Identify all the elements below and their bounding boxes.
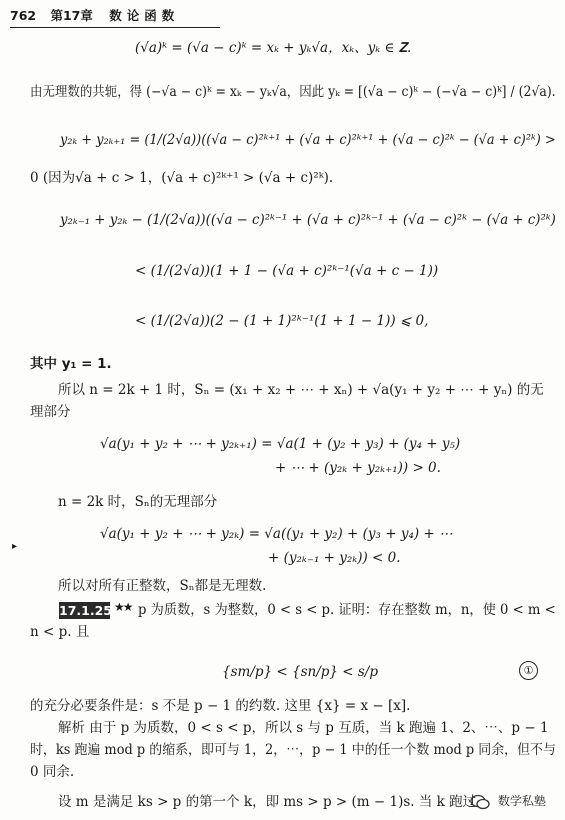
equation-line: {sm/p} < {sn/p} < s/p (222, 664, 378, 680)
chapter-title: 数论函数 (109, 8, 180, 23)
solution-text: 0 同余. (30, 764, 75, 780)
equation-line: + ⋯ + (y₂ₖ + y₂ₖ₊₁)) > 0. (275, 460, 441, 476)
text-line: 由无理数的共轭，得 (−√a − c)ᵏ = xₖ − yₖ√a，因此 yₖ = [(√a − c)ᵏ − (−√a − c)ᵏ] / (2√a). (30, 84, 556, 100)
equation-line: (√a)ᵏ = (√a − c)ᵏ = xₖ + yₖ√a，xₖ、yₖ ∈ 𝐙. (135, 40, 412, 56)
equation-line: + (y₂ₖ₋₁ + y₂ₖ)) < 0. (268, 550, 401, 566)
solution-text: 时，ks 跑遍 mod p 的缩系，即可与 1，2，⋯，p − 1 中的任一个数 mod p 同余，但不与 (30, 742, 556, 758)
difficulty-stars-icon: ★★ (114, 600, 132, 614)
text-line: n = 2k 时，Sₙ的无理部分 (58, 494, 218, 510)
text-line: 0 (因为√a + c > 1，(√a + c)²ᵏ⁺¹ > (√a + c)²ᵏ). (30, 170, 334, 186)
solution-text: 解析 由于 p 为质数，0 < s < p，所以 s 与 p 互质，当 k 跑遍 1、2、⋯、p − 1 (58, 720, 549, 736)
problem-statement: n < p. 且 (30, 624, 90, 640)
page-number: 762 (10, 8, 37, 23)
text-line: 所以 n = 2k + 1 时，Sₙ = (x₁ + x₂ + ⋯ + xₙ) + √a(y₁ + y₂ + ⋯ + yₙ) 的无 (58, 382, 544, 398)
equation-line: < (1/(2√a))(2 − (1 + 1)²ᵏ⁻¹(1 + 1 − 1)) ⩽ 0, (135, 313, 429, 329)
equation-tag: ① (519, 661, 538, 680)
watermark-text: 数学私塾 (497, 794, 546, 808)
text-line: 理部分 (30, 404, 71, 420)
watermark (470, 789, 560, 813)
problem-statement: p 为质数，s 为整数，0 < s < p. 证明：存在整数 m，n，使 0 < m < (138, 602, 556, 618)
running-header (10, 5, 220, 28)
chapter-label: 第17章 (50, 8, 93, 23)
text-line: 其中 y₁ = 1. (30, 356, 112, 372)
problem-number-badge: 17.1.25 (59, 603, 112, 618)
text-line: 所以对所有正整数，Sₙ都是无理数. (58, 578, 267, 594)
equation-line: y₂ₖ + y₂ₖ₊₁ = (1/(2√a))((√a − c)²ᵏ⁺¹ + (√a + c)²ᵏ⁺¹ + (√a − c)²ᵏ − (√a + c)²ᵏ) > (60, 132, 556, 148)
text-line: 的充分必要条件是：s 不是 p − 1 的约数. 这里 {x} = x − [x]. (30, 698, 411, 714)
chat-bubble-icon (470, 794, 490, 810)
margin-mark: ▸ (12, 541, 18, 552)
equation-line: < (1/(2√a))(1 + 1 − (√a + c)²ᵏ⁻¹(√a + c − 1)) (135, 263, 439, 279)
equation-line: √a(y₁ + y₂ + ⋯ + y₂ₖ₊₁) = √a(1 + (y₂ + y₃) + (y₄ + y₅) (100, 436, 461, 452)
equation-line: y₂ₖ₋₁ + y₂ₖ − (1/(2√a))((√a − c)²ᵏ⁻¹ + (√a + c)²ᵏ⁻¹ + (√a − c)²ᵏ − (√a + c)²ᵏ) (60, 212, 556, 228)
equation-line: √a(y₁ + y₂ + ⋯ + y₂ₖ) = √a((y₁ + y₂) + (y₃ + y₄) + ⋯ (100, 526, 453, 542)
solution-text: 设 m 是满足 ks > p 的第一个 k，即 ms > p > (m − 1)s. 当 k 跑过 (58, 794, 477, 810)
